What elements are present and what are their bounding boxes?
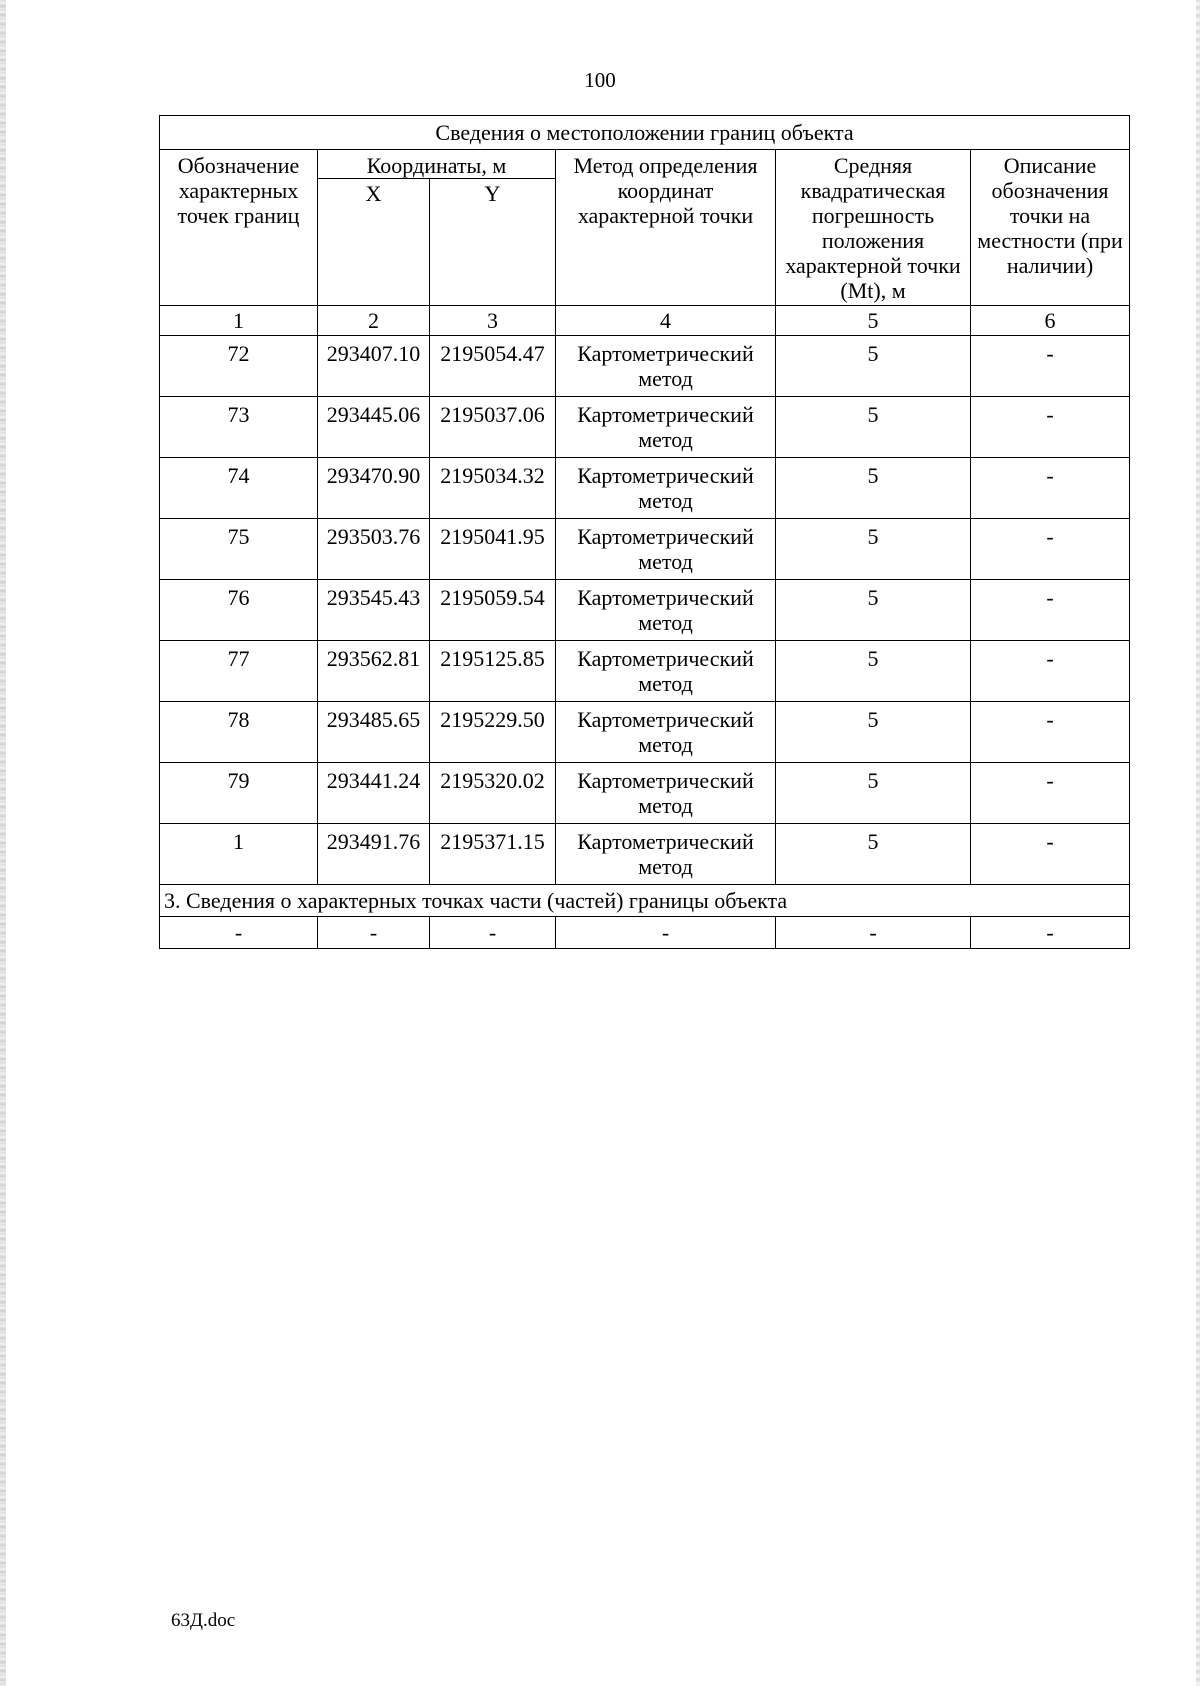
cell-y: 2195041.95 bbox=[430, 519, 556, 580]
cell-method: Картометрический метод bbox=[556, 824, 776, 885]
cell-x: 293407.10 bbox=[318, 336, 430, 397]
cell-method: Картометрический метод bbox=[556, 336, 776, 397]
cell-point: 75 bbox=[160, 519, 318, 580]
cell-x: 293441.24 bbox=[318, 763, 430, 824]
page-number: 100 bbox=[584, 68, 616, 92]
cell-x: 293470.90 bbox=[318, 458, 430, 519]
cell-method: Картометрический метод bbox=[556, 580, 776, 641]
cell-y: 2195034.32 bbox=[430, 458, 556, 519]
cell-x: 293491.76 bbox=[318, 824, 430, 885]
cell-method: Картометрический метод bbox=[556, 458, 776, 519]
table-row bbox=[160, 702, 1130, 763]
cell-x: 293445.06 bbox=[318, 397, 430, 458]
section3-cell: - bbox=[318, 917, 430, 949]
cell-y: 2195320.02 bbox=[430, 763, 556, 824]
table-title-row bbox=[160, 116, 1130, 150]
cell-error: 5 bbox=[776, 763, 971, 824]
cell-x: 293545.43 bbox=[318, 580, 430, 641]
table-row bbox=[160, 519, 1130, 580]
cell-point: 78 bbox=[160, 702, 318, 763]
cell-x: 293485.65 bbox=[318, 702, 430, 763]
header-point: Обозначение характерных точек границ bbox=[160, 150, 318, 306]
column-number-row bbox=[160, 306, 1130, 336]
table-row bbox=[160, 641, 1130, 702]
cell-description: - bbox=[971, 641, 1130, 702]
section3-row bbox=[160, 917, 1130, 949]
cell-description: - bbox=[971, 702, 1130, 763]
cell-point: 77 bbox=[160, 641, 318, 702]
header-method: Метод определения координат характерной точки bbox=[556, 150, 776, 306]
cell-error: 5 bbox=[776, 458, 971, 519]
cell-y: 2195229.50 bbox=[430, 702, 556, 763]
cell-y: 2195054.47 bbox=[430, 336, 556, 397]
cell-method: Картометрический метод bbox=[556, 763, 776, 824]
table-row bbox=[160, 397, 1130, 458]
cell-point: 1 bbox=[160, 824, 318, 885]
column-number: 4 bbox=[556, 306, 776, 336]
cell-method: Картометрический метод bbox=[556, 641, 776, 702]
section3-cell: - bbox=[556, 917, 776, 949]
section3-cell: - bbox=[776, 917, 971, 949]
cell-point: 73 bbox=[160, 397, 318, 458]
cell-description: - bbox=[971, 397, 1130, 458]
cell-error: 5 bbox=[776, 519, 971, 580]
section3-cell: - bbox=[430, 917, 556, 949]
cell-description: - bbox=[971, 458, 1130, 519]
header-coordinates: Координаты, м bbox=[318, 150, 556, 179]
cell-error: 5 bbox=[776, 702, 971, 763]
column-number: 2 bbox=[318, 306, 430, 336]
table-row bbox=[160, 580, 1130, 641]
boundary-coordinates-table bbox=[159, 115, 1130, 949]
scan-edge-left bbox=[0, 0, 6, 1686]
cell-y: 2195125.85 bbox=[430, 641, 556, 702]
cell-method: Картометрический метод bbox=[556, 519, 776, 580]
header-error: Средняя квадратическая погрешность положения характерной точки (Mt), м bbox=[776, 150, 971, 306]
table-row bbox=[160, 824, 1130, 885]
cell-point: 76 bbox=[160, 580, 318, 641]
cell-description: - bbox=[971, 580, 1130, 641]
cell-point: 79 bbox=[160, 763, 318, 824]
header-description: Описание обозначения точки на местности (при наличии) bbox=[971, 150, 1130, 306]
header-row bbox=[160, 150, 1130, 179]
cell-description: - bbox=[971, 519, 1130, 580]
section3-title-row bbox=[160, 885, 1130, 917]
cell-description: - bbox=[971, 763, 1130, 824]
table-title: Сведения о местоположении границ объекта bbox=[160, 116, 1130, 150]
cell-error: 5 bbox=[776, 824, 971, 885]
cell-method: Картометрический метод bbox=[556, 702, 776, 763]
column-number: 3 bbox=[430, 306, 556, 336]
cell-error: 5 bbox=[776, 580, 971, 641]
cell-point: 72 bbox=[160, 336, 318, 397]
cell-error: 5 bbox=[776, 641, 971, 702]
column-number: 6 bbox=[971, 306, 1130, 336]
cell-x: 293503.76 bbox=[318, 519, 430, 580]
table-row bbox=[160, 336, 1130, 397]
header-x: X bbox=[318, 179, 430, 306]
cell-x: 293562.81 bbox=[318, 641, 430, 702]
table-row bbox=[160, 458, 1130, 519]
cell-description: - bbox=[971, 336, 1130, 397]
cell-point: 74 bbox=[160, 458, 318, 519]
header-y: Y bbox=[430, 179, 556, 306]
table-row bbox=[160, 763, 1130, 824]
section3-title: 3. Сведения о характерных точках части (частей) границы объекта bbox=[160, 885, 1130, 917]
section3-cell: - bbox=[160, 917, 318, 949]
cell-y: 2195037.06 bbox=[430, 397, 556, 458]
column-number: 5 bbox=[776, 306, 971, 336]
cell-error: 5 bbox=[776, 336, 971, 397]
scan-edge-right bbox=[1196, 0, 1200, 1686]
footer-filename: 63Д.doc bbox=[171, 1610, 236, 1631]
section3-cell: - bbox=[971, 917, 1130, 949]
cell-description: - bbox=[971, 824, 1130, 885]
cell-y: 2195371.15 bbox=[430, 824, 556, 885]
cell-method: Картометрический метод bbox=[556, 397, 776, 458]
cell-error: 5 bbox=[776, 397, 971, 458]
cell-y: 2195059.54 bbox=[430, 580, 556, 641]
column-number: 1 bbox=[160, 306, 318, 336]
